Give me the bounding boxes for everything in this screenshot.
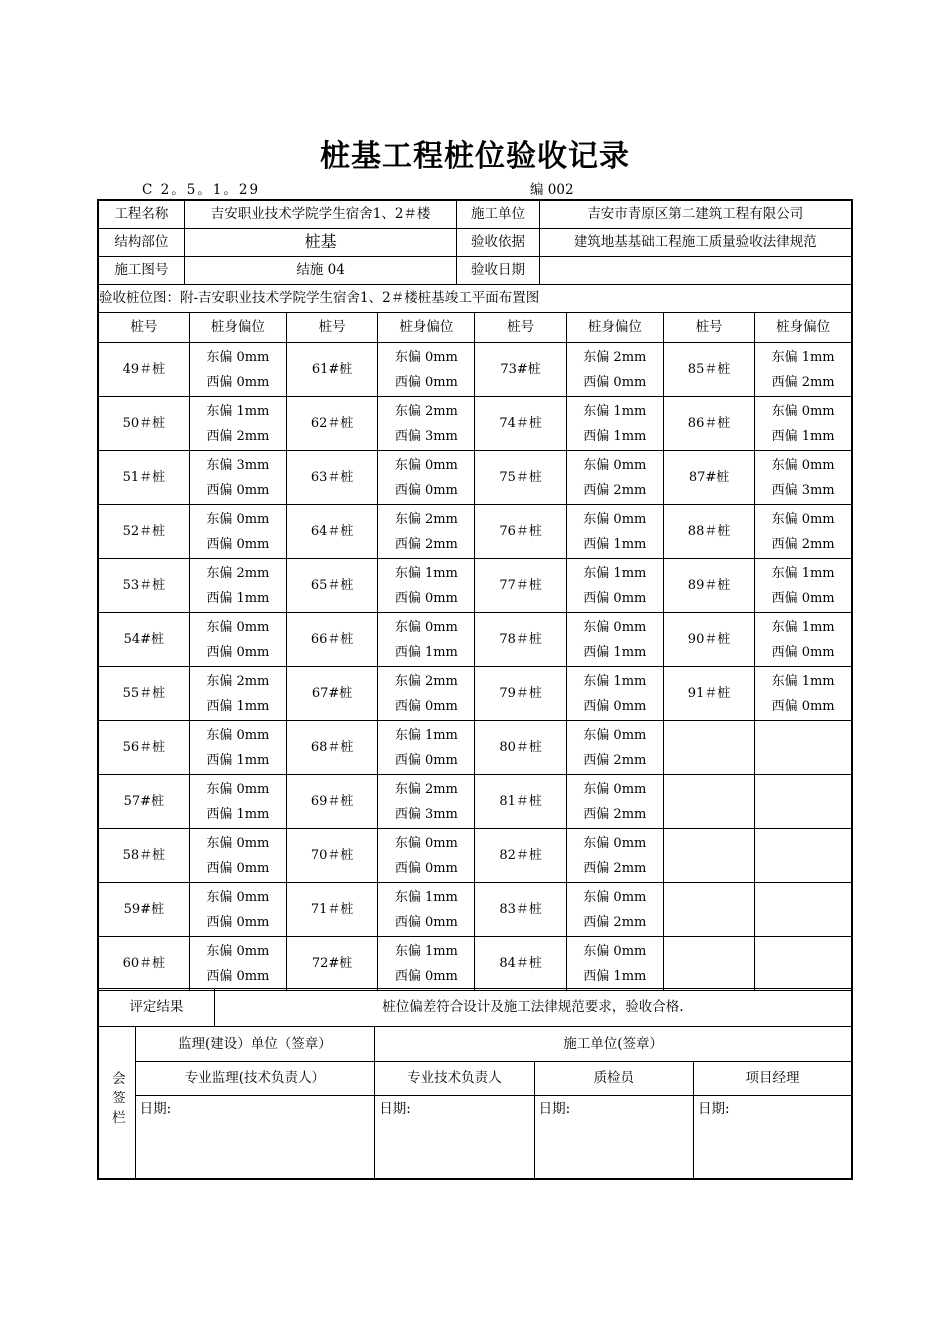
pile-deviation — [189, 883, 286, 937]
pile-deviation — [378, 775, 475, 829]
pile-deviation — [755, 667, 852, 721]
east-deviation: 东偏 0mm — [206, 889, 270, 905]
pile-deviation — [755, 883, 852, 937]
pile-deviation — [189, 721, 286, 775]
pile-number: 88＃桩 — [663, 505, 754, 559]
east-deviation: 东偏 2mm — [206, 673, 270, 689]
west-deviation: 西偏 0mm — [206, 860, 270, 876]
west-deviation: 西偏 2mm — [583, 482, 647, 498]
pile-deviation — [566, 883, 663, 937]
header-pile-no: 桩号 — [98, 313, 189, 343]
pile-number: 56＃桩 — [98, 721, 189, 775]
east-deviation: 东偏 1mm — [583, 565, 647, 581]
header-deviation: 桩身偏位 — [566, 313, 663, 343]
pile-deviation — [566, 559, 663, 613]
west-deviation: 西偏 0mm — [206, 482, 270, 498]
pile-deviation — [189, 505, 286, 559]
west-deviation: 西偏 1mm — [583, 968, 647, 984]
pile-number: 63＃桩 — [286, 451, 377, 505]
pile-number: 64＃桩 — [286, 505, 377, 559]
pile-deviation — [755, 829, 852, 883]
west-deviation: 西偏 2mm — [583, 914, 647, 930]
project-manager-date: 日期: — [694, 1096, 852, 1179]
sign-side-label — [98, 1027, 135, 1179]
east-deviation: 东偏 1mm — [583, 673, 647, 689]
header-pile-no: 桩号 — [663, 313, 754, 343]
pile-number: 91＃桩 — [663, 667, 754, 721]
acceptance-date-label: 验收日期 — [457, 256, 539, 284]
table-row — [98, 721, 852, 775]
pile-deviation — [566, 343, 663, 397]
table-row — [98, 775, 852, 829]
pile-number: 72#桩 — [286, 937, 377, 991]
sign-side-label-text: 会签栏 — [108, 1070, 125, 1130]
table-row — [98, 667, 852, 721]
pile-number — [663, 721, 754, 775]
pile-number: 74＃桩 — [475, 397, 566, 451]
structure-label: 结构部位 — [98, 228, 184, 256]
west-deviation: 西偏 0mm — [771, 698, 835, 714]
east-deviation: 东偏 1mm — [394, 889, 458, 905]
west-deviation: 西偏 0mm — [394, 752, 458, 768]
pile-deviation — [189, 559, 286, 613]
pile-number: 82＃桩 — [475, 829, 566, 883]
east-deviation: 东偏 2mm — [394, 511, 458, 527]
pile-deviation-table — [97, 312, 853, 991]
contractor-label: 施工单位 — [457, 200, 539, 228]
west-deviation: 西偏 3mm — [394, 806, 458, 822]
west-deviation: 西偏 0mm — [394, 698, 458, 714]
pile-number — [663, 937, 754, 991]
east-deviation: 东偏 0mm — [583, 727, 647, 743]
west-deviation: 西偏 1mm — [583, 428, 647, 444]
info-table — [97, 199, 853, 313]
west-deviation: 西偏 0mm — [583, 698, 647, 714]
supervisor-unit-label: 监理(建设）单位（签章） — [135, 1027, 375, 1062]
table-row — [98, 883, 852, 937]
pile-number: 65＃桩 — [286, 559, 377, 613]
pile-deviation — [566, 397, 663, 451]
east-deviation: 东偏 0mm — [583, 457, 647, 473]
east-deviation: 东偏 2mm — [583, 349, 647, 365]
acceptance-date-value — [539, 256, 852, 284]
pile-deviation — [755, 613, 852, 667]
pile-number: 67#桩 — [286, 667, 377, 721]
pile-deviation — [189, 775, 286, 829]
pile-number: 60＃桩 — [98, 937, 189, 991]
pile-number: 77＃桩 — [475, 559, 566, 613]
east-deviation: 东偏 0mm — [583, 835, 647, 851]
west-deviation: 西偏 0mm — [583, 374, 647, 390]
west-deviation: 西偏 3mm — [394, 428, 458, 444]
table-row — [98, 829, 852, 883]
east-deviation: 东偏 1mm — [394, 565, 458, 581]
east-deviation: 东偏 0mm — [583, 889, 647, 905]
east-deviation: 东偏 2mm — [394, 403, 458, 419]
pile-deviation — [566, 667, 663, 721]
pile-number: 68＃桩 — [286, 721, 377, 775]
basis-label: 验收依据 — [457, 228, 539, 256]
pile-deviation — [566, 829, 663, 883]
pile-number: 51＃桩 — [98, 451, 189, 505]
pile-deviation — [378, 829, 475, 883]
table-row — [98, 613, 852, 667]
west-deviation: 西偏 2mm — [583, 806, 647, 822]
pile-deviation — [189, 343, 286, 397]
west-deviation: 西偏 0mm — [394, 914, 458, 930]
structure-value: 桩基 — [184, 228, 457, 256]
pile-number: 89＃桩 — [663, 559, 754, 613]
west-deviation: 西偏 1mm — [583, 536, 647, 552]
pile-number: 62＃桩 — [286, 397, 377, 451]
pile-deviation — [189, 829, 286, 883]
east-deviation: 东偏 0mm — [206, 835, 270, 851]
drawing-label: 施工图号 — [98, 256, 184, 284]
pile-number: 81＃桩 — [475, 775, 566, 829]
pile-deviation — [378, 883, 475, 937]
east-deviation: 东偏 0mm — [771, 403, 835, 419]
pile-number: 75＃桩 — [475, 451, 566, 505]
pile-deviation — [755, 937, 852, 991]
pile-deviation — [566, 721, 663, 775]
pile-rows — [98, 343, 852, 991]
east-deviation: 东偏 0mm — [394, 619, 458, 635]
east-deviation: 东偏 0mm — [771, 511, 835, 527]
header-deviation: 桩身偏位 — [378, 313, 475, 343]
west-deviation: 西偏 0mm — [394, 968, 458, 984]
pile-deviation — [755, 397, 852, 451]
header-pile-no: 桩号 — [286, 313, 377, 343]
table-row — [98, 397, 852, 451]
pile-number: 52＃桩 — [98, 505, 189, 559]
pile-number: 69＃桩 — [286, 775, 377, 829]
header-deviation: 桩身偏位 — [755, 313, 852, 343]
east-deviation: 东偏 1mm — [394, 943, 458, 959]
pile-deviation — [378, 397, 475, 451]
east-deviation: 东偏 2mm — [206, 565, 270, 581]
west-deviation: 西偏 0mm — [394, 482, 458, 498]
east-deviation: 东偏 0mm — [583, 781, 647, 797]
pile-number: 70＃桩 — [286, 829, 377, 883]
pile-number: 78＃桩 — [475, 613, 566, 667]
pile-deviation — [566, 451, 663, 505]
pile-number: 86＃桩 — [663, 397, 754, 451]
pile-number: 59#桩 — [98, 883, 189, 937]
east-deviation: 东偏 0mm — [206, 511, 270, 527]
pile-deviation — [378, 343, 475, 397]
pile-deviation — [189, 451, 286, 505]
east-deviation: 东偏 0mm — [206, 781, 270, 797]
east-deviation: 东偏 0mm — [394, 349, 458, 365]
tech-lead-label: 专业技术负责人 — [375, 1062, 534, 1096]
pile-number: 71＃桩 — [286, 883, 377, 937]
pile-deviation — [566, 775, 663, 829]
table-row — [98, 937, 852, 991]
west-deviation: 西偏 1mm — [206, 698, 270, 714]
pile-deviation — [378, 451, 475, 505]
east-deviation: 东偏 0mm — [583, 943, 647, 959]
west-deviation: 西偏 1mm — [206, 590, 270, 606]
supervisor-date: 日期: — [135, 1096, 375, 1179]
header-pile-no: 桩号 — [475, 313, 566, 343]
pile-deviation — [566, 505, 663, 559]
inspector-date: 日期: — [534, 1096, 693, 1179]
pile-number: 84＃桩 — [475, 937, 566, 991]
pile-number: 85＃桩 — [663, 343, 754, 397]
pile-deviation — [566, 613, 663, 667]
east-deviation: 东偏 0mm — [771, 457, 835, 473]
tech-lead-date: 日期: — [375, 1096, 534, 1179]
pile-deviation — [378, 721, 475, 775]
west-deviation: 西偏 0mm — [394, 860, 458, 876]
pile-deviation — [189, 667, 286, 721]
pile-number — [663, 775, 754, 829]
pile-deviation — [378, 505, 475, 559]
east-deviation: 东偏 0mm — [394, 457, 458, 473]
west-deviation: 西偏 2mm — [771, 536, 835, 552]
pile-deviation — [378, 937, 475, 991]
east-deviation: 东偏 0mm — [206, 727, 270, 743]
east-deviation: 东偏 0mm — [583, 619, 647, 635]
pile-number: 49＃桩 — [98, 343, 189, 397]
pile-number: 55＃桩 — [98, 667, 189, 721]
pile-number: 73#桩 — [475, 343, 566, 397]
pile-deviation — [189, 937, 286, 991]
west-deviation: 西偏 1mm — [394, 644, 458, 660]
west-deviation: 西偏 1mm — [583, 644, 647, 660]
west-deviation: 西偏 0mm — [394, 374, 458, 390]
west-deviation: 西偏 2mm — [583, 860, 647, 876]
west-deviation: 西偏 0mm — [206, 914, 270, 930]
pile-deviation — [378, 559, 475, 613]
pile-number: 50＃桩 — [98, 397, 189, 451]
project-manager-label: 项目经理 — [694, 1062, 852, 1096]
pile-deviation — [378, 667, 475, 721]
west-deviation: 西偏 0mm — [394, 590, 458, 606]
drawing-value: 结施 04 — [184, 256, 457, 284]
header-deviation: 桩身偏位 — [189, 313, 286, 343]
west-deviation: 西偏 1mm — [771, 428, 835, 444]
west-deviation: 西偏 0mm — [206, 968, 270, 984]
result-label: 评定结果 — [98, 989, 214, 1027]
pile-number: 61#桩 — [286, 343, 377, 397]
serial-number: 编 002 — [530, 182, 574, 198]
east-deviation: 东偏 0mm — [583, 511, 647, 527]
east-deviation: 东偏 1mm — [771, 673, 835, 689]
pile-deviation — [755, 505, 852, 559]
basis-value: 建筑地基基础工程施工质量验收法律规范 — [539, 228, 852, 256]
pile-number: 87#桩 — [663, 451, 754, 505]
form-code: C 2。5。1。29 — [142, 182, 261, 198]
east-deviation: 东偏 0mm — [206, 349, 270, 365]
west-deviation: 西偏 0mm — [583, 590, 647, 606]
document-title: 桩基工程桩位验收记录 — [320, 139, 630, 174]
pile-number: 66＃桩 — [286, 613, 377, 667]
east-deviation: 东偏 1mm — [771, 619, 835, 635]
pile-number — [663, 829, 754, 883]
pile-deviation — [189, 397, 286, 451]
west-deviation: 西偏 2mm — [771, 374, 835, 390]
east-deviation: 东偏 1mm — [583, 403, 647, 419]
east-deviation: 东偏 1mm — [394, 727, 458, 743]
east-deviation: 东偏 1mm — [206, 403, 270, 419]
pile-number: 83＃桩 — [475, 883, 566, 937]
east-deviation: 东偏 3mm — [206, 457, 270, 473]
west-deviation: 西偏 0mm — [206, 536, 270, 552]
pile-deviation — [755, 775, 852, 829]
table-row — [98, 505, 852, 559]
west-deviation: 西偏 0mm — [206, 374, 270, 390]
west-deviation: 西偏 0mm — [206, 644, 270, 660]
contractor-value: 吉安市青原区第二建筑工程有限公司 — [539, 200, 852, 228]
result-text: 桩位偏差符合设计及施工法律规范要求，验收合格. — [214, 989, 852, 1027]
west-deviation: 西偏 0mm — [771, 590, 835, 606]
inspector-label: 质检员 — [534, 1062, 693, 1096]
east-deviation: 东偏 2mm — [394, 673, 458, 689]
pile-number: 80＃桩 — [475, 721, 566, 775]
west-deviation: 西偏 1mm — [206, 806, 270, 822]
east-deviation: 东偏 0mm — [394, 835, 458, 851]
pile-deviation — [755, 451, 852, 505]
east-deviation: 东偏 2mm — [394, 781, 458, 797]
pile-number: 54#桩 — [98, 613, 189, 667]
pile-deviation — [566, 937, 663, 991]
project-name-label: 工程名称 — [98, 200, 184, 228]
pile-deviation — [378, 613, 475, 667]
pile-number: 57#桩 — [98, 775, 189, 829]
west-deviation: 西偏 3mm — [771, 482, 835, 498]
west-deviation: 西偏 2mm — [583, 752, 647, 768]
pile-number: 79＃桩 — [475, 667, 566, 721]
table-row — [98, 451, 852, 505]
west-deviation: 西偏 1mm — [206, 752, 270, 768]
project-name-value: 吉安职业技术学院学生宿舍1、2＃楼 — [184, 200, 457, 228]
east-deviation: 东偏 1mm — [771, 349, 835, 365]
supervisor-person-label: 专业监理(技术负责人） — [135, 1062, 375, 1096]
pile-number: 76＃桩 — [475, 505, 566, 559]
east-deviation: 东偏 0mm — [206, 619, 270, 635]
layout-note: 验收桩位图：附-吉安职业技术学院学生宿舍1、2＃楼桩基竣工平面布置图 — [98, 284, 852, 312]
pile-number: 90＃桩 — [663, 613, 754, 667]
pile-number: 58＃桩 — [98, 829, 189, 883]
signoff-table — [97, 988, 853, 1180]
pile-number: 53＃桩 — [98, 559, 189, 613]
pile-deviation — [755, 559, 852, 613]
table-row — [98, 559, 852, 613]
east-deviation: 东偏 0mm — [206, 943, 270, 959]
west-deviation: 西偏 2mm — [394, 536, 458, 552]
west-deviation: 西偏 2mm — [206, 428, 270, 444]
pile-deviation — [755, 343, 852, 397]
table-row — [98, 343, 852, 397]
east-deviation: 东偏 1mm — [771, 565, 835, 581]
pile-deviation — [189, 613, 286, 667]
west-deviation: 西偏 0mm — [771, 644, 835, 660]
contractor-unit-label: 施工单位(签章） — [375, 1027, 852, 1062]
pile-deviation — [755, 721, 852, 775]
pile-number — [663, 883, 754, 937]
